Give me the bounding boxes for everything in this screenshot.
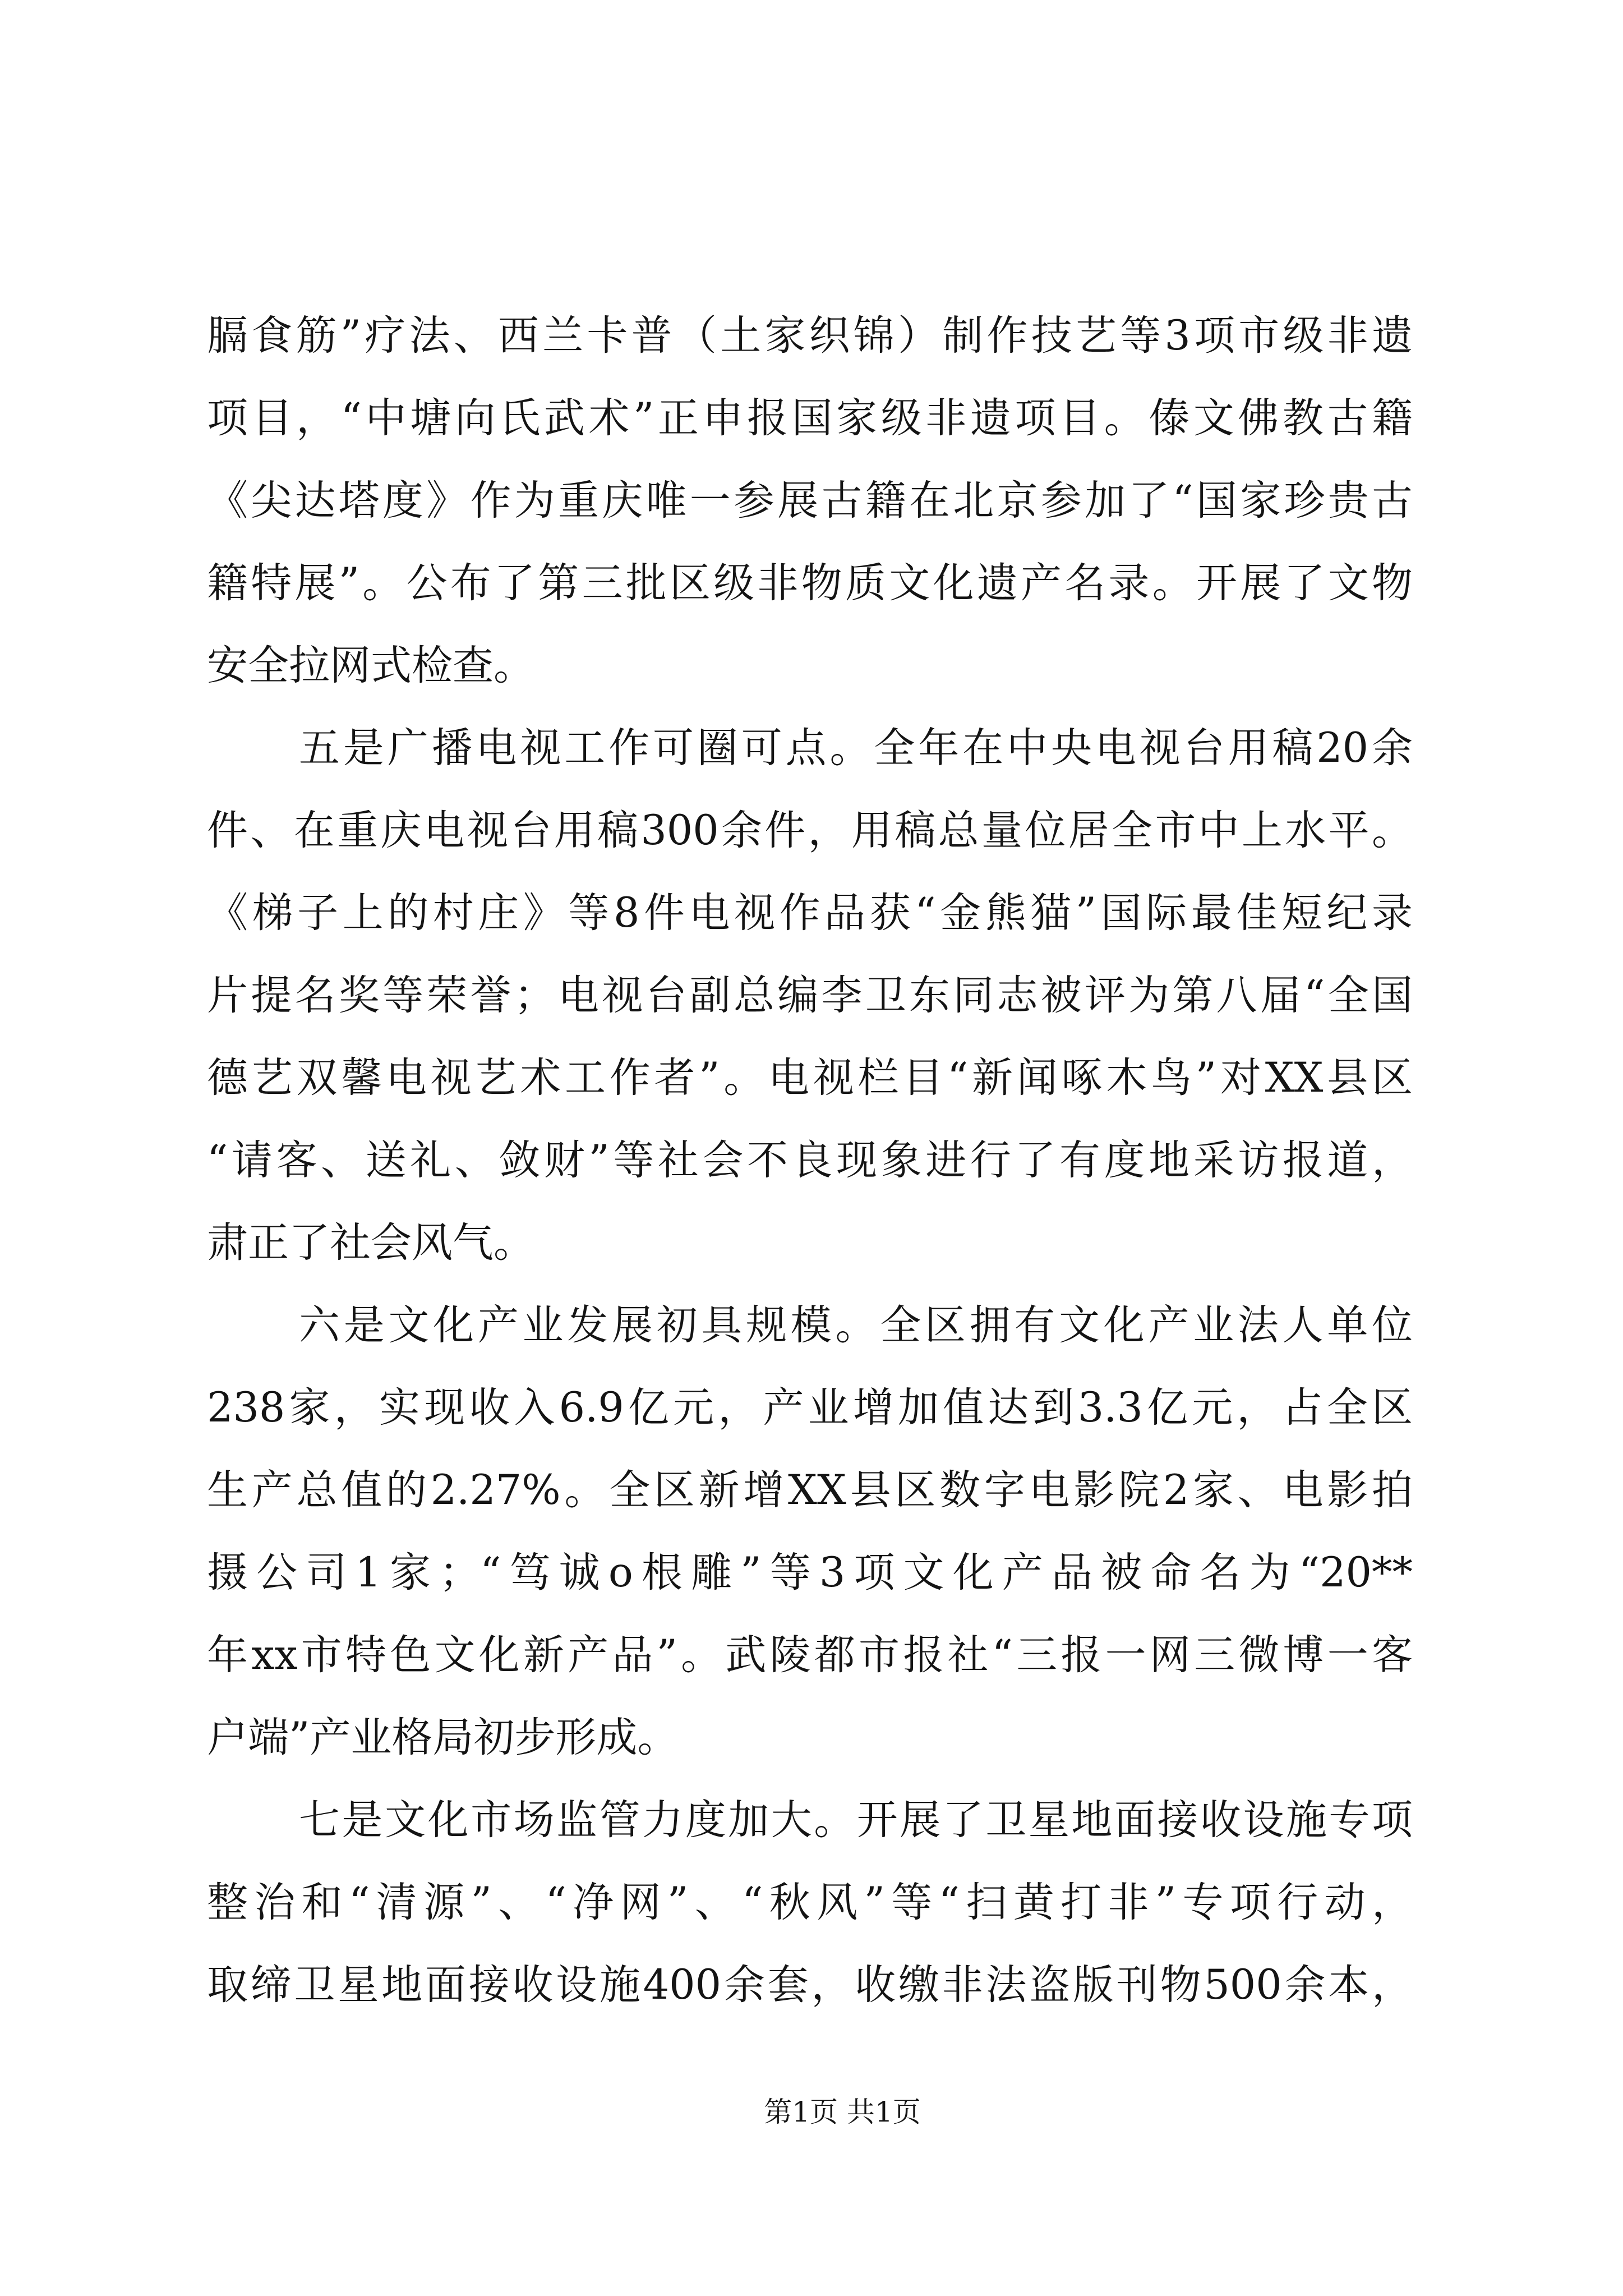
text-line: 238家，实现收入6.9亿元，产业增加值达到3.3亿元，占全区: [207, 1384, 1413, 1432]
text-line: 件、在重庆电视台用稿300余件，用稿总量位居全市中上水平。: [207, 807, 1413, 854]
text-line: 《梯子上的村庄》等8件电视作品获“金熊猫”国际最佳短纪录: [207, 889, 1413, 937]
text-line: 《尖达塔度》作为重庆唯一参展古籍在北京参加了“国家珍贵古: [207, 477, 1413, 524]
text-line: 德艺双馨电视艺术工作者”。电视栏目“新闻啄木鸟”对XX县区: [207, 1054, 1413, 1102]
text-line: 膈食筋”疗法、西兰卡普（土家织锦）制作技艺等3项市级非遗: [207, 312, 1413, 360]
text-line: 取缔卫星地面接收设施400余套，收缴非法盗版刊物500余本，: [207, 1961, 1413, 2009]
text-line: 七是文化市场监管力度加大。开展了卫星地面接收设施专项: [299, 1796, 1413, 1844]
text-line: 五是广播电视工作可圈可点。全年在中央电视台用稿20余: [299, 724, 1413, 772]
page-number-label: 第1页 共1页: [764, 2096, 921, 2128]
document-body: [207, 295, 1413, 2026]
page-footer: [764, 2095, 921, 2129]
paragraph-broadcasting: [207, 707, 1413, 1284]
text-line: 项目，“中塘向氏武术”正申报国家级非遗项目。傣文佛教古籍: [207, 394, 1413, 442]
text-line: 片提名奖等荣誉；电视台副总编李卫东同志被评为第八届“全国: [207, 972, 1413, 1019]
paragraph-market-supervision: [207, 1779, 1413, 2026]
text-line: 整治和“清源”、“净网”、“秋风”等“扫黄打非”专项行动，: [207, 1879, 1413, 1926]
text-line: “请客、送礼、敛财”等社会不良现象进行了有度地采访报道，: [207, 1137, 1413, 1184]
paragraph-intangible-heritage: [207, 295, 1413, 707]
paragraph-cultural-industry: [207, 1284, 1413, 1779]
text-line: 籍特展”。公布了第三批区级非物质文化遗产名录。开展了文物: [207, 559, 1413, 607]
text-line: 摄公司1家；“笃诚o根雕”等3项文化产品被命名为“20**: [207, 1549, 1413, 1596]
text-line: 生产总值的2.27%。全区新增XX县区数字电影院2家、电影拍: [207, 1466, 1413, 1514]
text-line: 户端”产业格局初步形成。: [207, 1714, 679, 1761]
text-line: 肃正了社会风气。: [207, 1219, 534, 1267]
text-line: 六是文化产业发展初具规模。全区拥有文化产业法人单位: [299, 1301, 1413, 1349]
text-line: 安全拉网式检查。: [207, 642, 534, 689]
text-line: 年xx市特色文化新产品”。武陵都市报社“三报一网三微博一客: [207, 1631, 1413, 1679]
